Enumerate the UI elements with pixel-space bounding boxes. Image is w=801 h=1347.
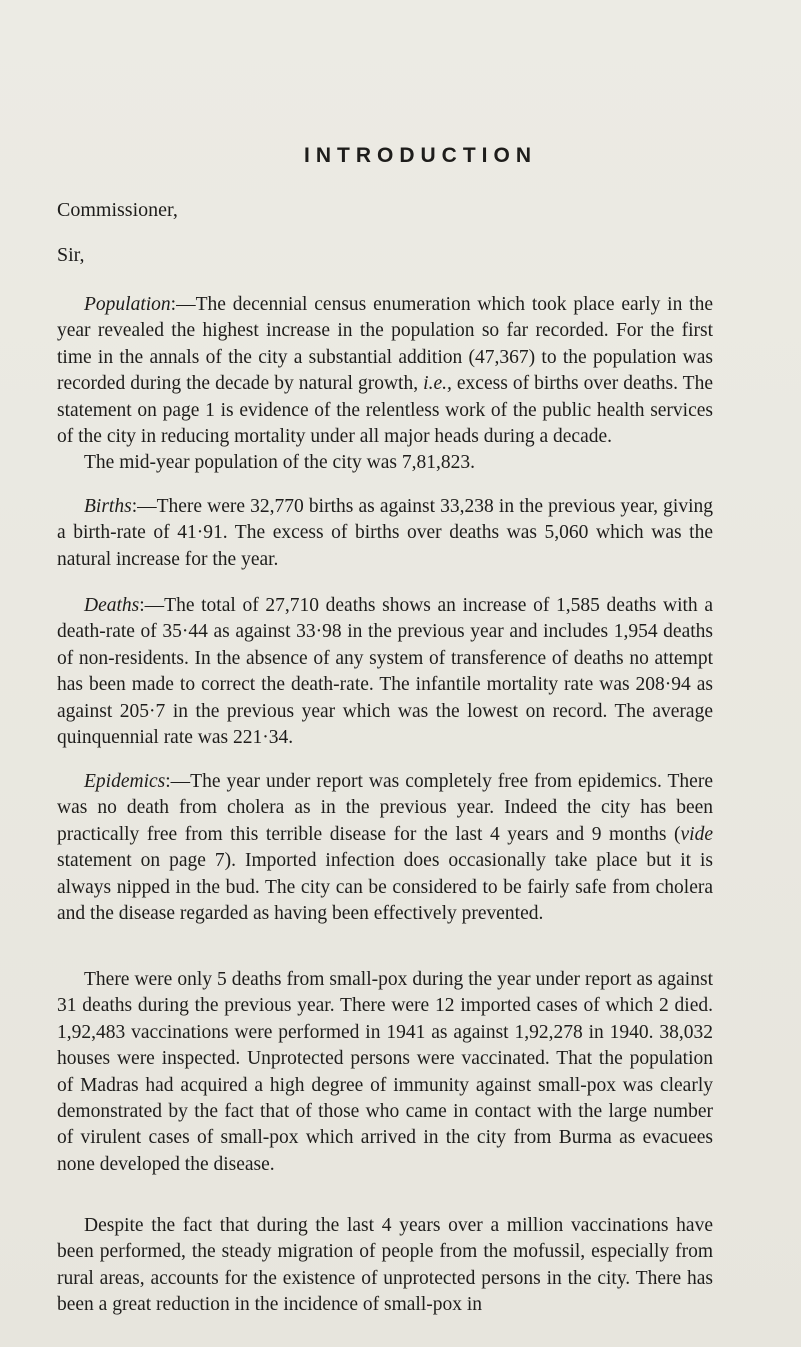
paragraph-vaccination [57, 1213, 713, 1319]
paragraph-text: :—The decennial census enumeration which took place early in the year revealed the highest increase in the population so far recorded. For the first time in the annals of the city a substantial addition (47,367) to the population was recorded during the decade by natural growth, [57, 294, 713, 395]
italic-abbrev: i.e., [423, 373, 452, 395]
paragraph-text: :—The total of 27,710 deaths shows an increase of 1,585 deaths with a death-rate of 35·44 as against 33·98 in the previous year and includes 1,954 deaths of non-residents. In the absence of any system of transference of deaths no attempt has been made to correct the death-rate. The infantile mortality rate was 208·94 as against 205·7 in the previous year which was the lowest on record. The average quinquennial rate was 221·34. [57, 595, 713, 749]
greeting: Sir, [57, 244, 85, 266]
paragraph-deaths [57, 593, 713, 751]
paragraph-small-pox [57, 967, 713, 1178]
paragraph-text: excess of births over deaths. The statement on page 1 is evidence of the relentless work of the public health services of the city in reducing mortality under all major heads during a decade. [57, 373, 713, 448]
paragraph-text: The mid-year population of the city was 7,81,823. [84, 452, 475, 473]
paragraph-lead: Deaths [84, 595, 140, 616]
paragraph-text: statement on page 7). Imported infection does occasionally take place but it is always nipped in the bud. The city can be considered to be fairly safe from cholera and the disease regarded as having been effectively prevented. [57, 850, 713, 925]
paragraph-text: Despite the fact that during the last 4 years over a million vaccinations have been performed, the steady migration of people from the mofussil, especially from rural areas, accounts for the existence of unprotected persons in the city. There has been a great reduction in the incidence of small-pox in [57, 1215, 713, 1316]
paragraph-births [57, 494, 713, 573]
italic-term: vide [680, 823, 713, 845]
paragraph-text: :—There were 32,770 births as against 33,238 in the previous year, giving a birth-rate of 41·91. The excess of births over deaths was 5,060 which was the natural increase for the year. [57, 496, 713, 570]
paragraph-epidemics [57, 769, 713, 927]
paragraph-text: :—The year under report was completely free from epidemics. There was no death from cholera as in the previous year. Indeed the city has been practically free from this terrible disease for the last 4 years and 9 months ( [57, 771, 713, 845]
paragraph-text: There were only 5 deaths from small-pox during the year under report as against 31 deaths during the previous year. There were 12 imported cases of which 2 died. 1,92,483 vaccinations were performed in 1941 as against 1,92,278 in 1940. 38,032 houses were inspected. Unprotected persons were vaccinated. That the population of Madras had acquired a high degree of immunity against small-pox was clearly demonstrated by the fact that of those who came in contact with the large number of virulent cases of small-pox which arrived in the city from Burma as evacuees none developed the disease. [57, 969, 713, 1175]
paragraph-population [57, 292, 713, 450]
paragraph-lead: Births [84, 496, 132, 517]
paragraph-mid-year-population [57, 450, 713, 476]
addressee: Commissioner, [57, 199, 178, 221]
paragraph-lead: Epidemics [84, 771, 166, 792]
paragraph-lead: Population [84, 294, 171, 315]
page-heading: INTRODUCTION [304, 144, 537, 167]
